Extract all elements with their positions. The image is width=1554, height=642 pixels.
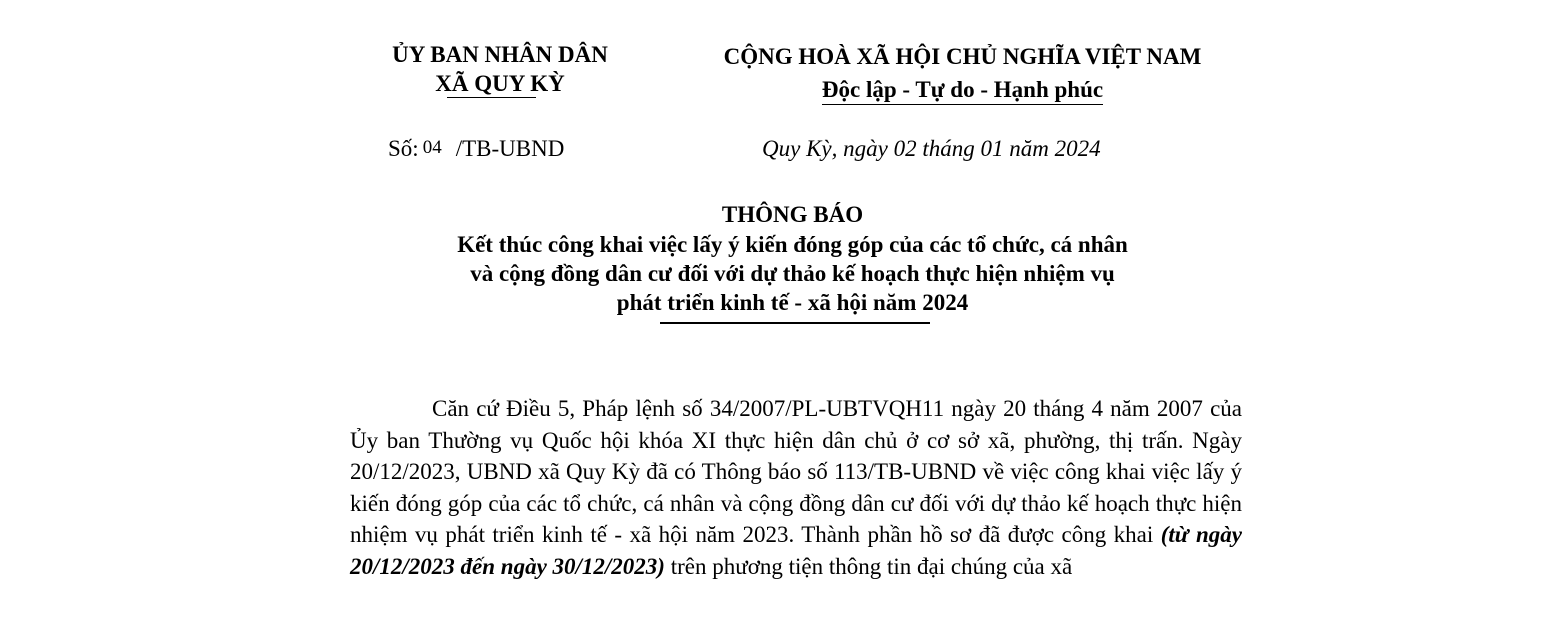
org-name-line2: XÃ QUY KỲ [435,71,565,96]
title-line-3: phát triển kinh tế - xã hội năm 2024 [616,290,969,315]
title-underline [660,322,930,324]
org-name-line1: ỦY BAN NHÂN DÂN [392,42,608,67]
title-main: THÔNG BÁO [721,202,864,227]
body-paragraph [350,393,1242,582]
number-suffix: /TB-UBND [455,136,565,161]
org-underline [447,97,536,98]
national-heading [680,40,1245,106]
nation-name: CỘNG HOÀ XÃ HỘI CHỦ NGHĨA VIỆT NAM [723,44,1202,69]
body-text-before: Căn cứ Điều 5, Pháp lệnh số 34/2007/PL-UBTVQH11 ngày 20 tháng 4 năm 2007 của Ủy ban Thường vụ Quốc hội khóa XI thực hiện dân chủ ở cơ sở xã, phường, thị trấn. Ngày 20/12/2023, UBND xã Quy Kỳ đã có Thông báo số 113/TB-UBND về việc công khai việc lấy ý kiến đóng góp của các tổ chức, cá nhân và cộng đồng dân cư đối với dự thảo kế hoạch thực hiện nhiệm vụ phát triển kinh tế - xã hội năm 2023. Thành phần hồ sơ đã được công khai [350,396,1242,547]
body-text-emphasis: (từ ngày 20/12/2023 đến ngày 30/12/2023) [350,522,1242,579]
title-line-2: và cộng đồng dân cư đối với dự thảo kế hoạch thực hiện nhiệm vụ [470,261,1115,286]
number-value: 04 [422,137,442,158]
document-number [388,136,564,162]
place-date: Quy Kỳ, ngày 02 tháng 01 năm 2024 [762,136,1101,161]
title-line-1: Kết thúc công khai việc lấy ý kiến đóng góp của các tổ chức, cá nhân [457,232,1128,257]
national-motto: Độc lập - Tự do - Hạnh phúc [822,77,1103,105]
body-text-after: trên phương tiện thông tin đại chúng của xã [664,553,1073,579]
number-prefix: Số: [388,136,419,161]
issuing-organization [355,40,645,98]
document-title [340,200,1245,317]
